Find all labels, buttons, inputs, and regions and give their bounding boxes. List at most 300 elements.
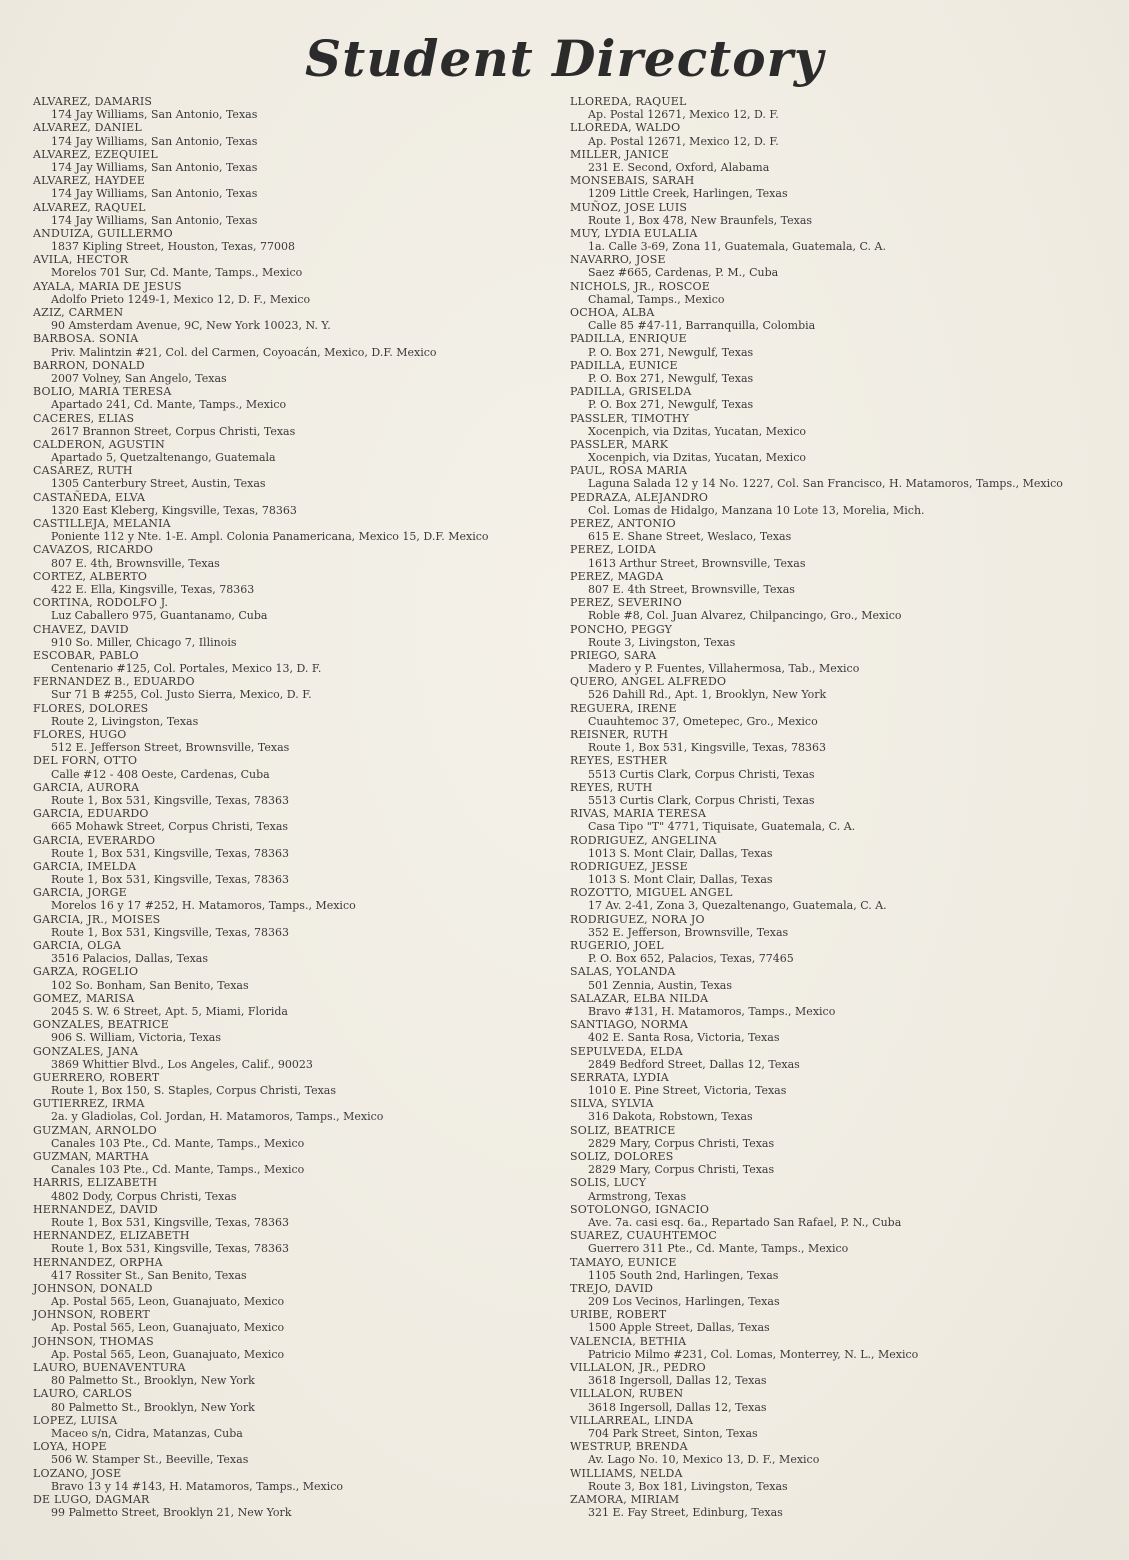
directory-entry	[33, 385, 553, 411]
student-name: JOHNSON, ROBERT	[33, 1308, 150, 1322]
student-address: Ap. Postal 565, Leon, Guanajuato, Mexico	[51, 1347, 285, 1361]
student-address: Route 1, Box 478, New Braunfels, Texas	[588, 213, 813, 227]
student-address: Adolfo Prieto 1249-1, Mexico 12, D. F., Mexico	[51, 292, 311, 306]
student-name: REYES, RUTH	[570, 780, 653, 794]
student-name: REYES, ESTHER	[570, 754, 668, 768]
directory-entry	[570, 939, 1110, 965]
directory-entry	[33, 1414, 553, 1440]
student-address: Ap. Postal 12671, Mexico 12, D. F.	[588, 134, 779, 148]
student-address: P. O. Box 652, Palacios, Texas, 77465	[588, 952, 794, 966]
student-name: AYALA, MARIA DE JESUS	[33, 279, 182, 293]
directory-entry	[33, 1071, 553, 1097]
student-name: SALAS, YOLANDA	[570, 965, 676, 979]
directory-entry	[570, 174, 1110, 200]
directory-entry	[33, 1124, 553, 1150]
directory-entry	[570, 359, 1110, 385]
directory-entry	[570, 1018, 1110, 1044]
directory-entry	[33, 306, 553, 332]
student-address: 2a. y Gladiolas, Col. Jordan, H. Matamoros, Tamps., Mexico	[51, 1110, 384, 1124]
student-name: VILLALON, JR., PEDRO	[570, 1361, 706, 1374]
student-address: 1010 E. Pine Street, Victoria, Texas	[588, 1084, 787, 1098]
student-name: GONZALES, BEATRICE	[33, 1018, 169, 1032]
directory-entry	[570, 1282, 1110, 1308]
student-address: Laguna Salada 12 y 14 No. 1227, Col. San Francisco, H. Matamoros, Tamps., Mexico	[588, 477, 1063, 491]
directory-entry	[33, 965, 553, 991]
student-name: RODRIGUEZ, NORA JO	[570, 912, 705, 926]
student-address: 704 Park Street, Sinton, Texas	[588, 1426, 758, 1440]
student-name: PEREZ, ANTONIO	[570, 517, 676, 530]
student-name: ALVAREZ, EZEQUIEL	[33, 147, 158, 161]
directory-entry	[33, 332, 553, 358]
student-name: GARCIA, IMELDA	[33, 859, 137, 873]
student-name: LOYA, HOPE	[33, 1440, 107, 1454]
student-name: ANDUIZA, GUILLERMO	[33, 226, 173, 240]
student-name: WESTRUP, BRENDA	[570, 1440, 688, 1454]
directory-entry	[33, 1150, 553, 1176]
student-name: NAVARRO, JOSE	[570, 253, 666, 267]
directory-entry	[33, 807, 553, 833]
student-name: GARCIA, EDUARDO	[33, 807, 149, 821]
student-address: Ave. 7a. casi esq. 6a., Repartado San Rafael, P. N., Cuba	[588, 1215, 902, 1229]
student-name: SALAZAR, ELBA NILDA	[570, 991, 709, 1005]
directory-entry	[33, 570, 553, 596]
student-name: LAURO, BUENAVENTURA	[33, 1361, 186, 1374]
student-name: BOLIO, MARIA TERESA	[33, 385, 172, 399]
student-address: 80 Palmetto St., Brooklyn, New York	[51, 1400, 255, 1414]
directory-entry	[570, 201, 1110, 227]
directory-entry	[570, 596, 1110, 622]
student-name: QUERO, ANGEL ALFREDO	[570, 675, 727, 689]
student-address: 1305 Canterbury Street, Austin, Texas	[51, 477, 266, 491]
student-name: PONCHO, PEGGY	[570, 622, 673, 636]
directory-entry	[33, 253, 553, 279]
student-name: JOHNSON, DONALD	[33, 1281, 153, 1295]
student-address: 231 E. Second, Oxford, Alabama	[588, 160, 770, 174]
directory-entry	[570, 834, 1110, 860]
student-address: Calle 85 #47-11, Barranquilla, Colombia	[588, 319, 816, 333]
student-address: Canales 103 Pte., Cd. Mante, Tamps., Mexico	[51, 1163, 305, 1177]
student-name: GARCIA, OLGA	[33, 939, 122, 952]
directory-entry	[33, 121, 553, 147]
directory-entry	[33, 702, 553, 728]
student-name: WILLIAMS, NELDA	[570, 1466, 683, 1480]
student-address: 5513 Curtis Clark, Corpus Christi, Texas	[588, 793, 815, 807]
student-address: 615 E. Shane Street, Weslaco, Texas	[588, 530, 792, 544]
student-name: MONSEBAIS, SARAH	[570, 174, 695, 188]
student-name: CACERES, ELIAS	[33, 411, 135, 425]
student-address: 5513 Curtis Clark, Corpus Christi, Texas	[588, 767, 815, 781]
student-address: 1a. Calle 3-69, Zona 11, Guatemala, Guatemala, C. A.	[588, 240, 886, 254]
student-address: Col. Lomas de Hidalgo, Manzana 10 Lote 13, Morelia, Mich.	[588, 503, 925, 517]
student-address: 910 So. Miller, Chicago 7, Illinois	[51, 635, 237, 649]
student-address: 17 Av. 2-41, Zona 3, Quezaltenango, Guatemala, C. A.	[588, 899, 887, 913]
directory-entry	[33, 280, 553, 306]
student-address: 352 E. Jefferson, Brownsville, Texas	[588, 925, 789, 939]
student-name: HARRIS, ELIZABETH	[33, 1176, 158, 1190]
student-name: CAVAZOS, RICARDO	[33, 543, 154, 557]
directory-entry	[570, 1256, 1110, 1282]
directory-entry	[33, 728, 553, 754]
student-name: JOHNSON, THOMAS	[33, 1334, 154, 1348]
directory-entry	[570, 543, 1110, 569]
directory-entry	[570, 1467, 1110, 1493]
student-name: RODRIGUEZ, ANGELINA	[570, 833, 717, 847]
student-name: TREJO, DAVID	[570, 1281, 654, 1295]
student-name: PEREZ, MAGDA	[570, 569, 664, 583]
student-address: Ap. Postal 12671, Mexico 12, D. F.	[588, 108, 779, 122]
directory-entry	[33, 491, 553, 517]
student-name: CHAVEZ, DAVID	[33, 622, 129, 636]
directory-entry	[33, 412, 553, 438]
student-address: 209 Los Vecinos, Harlingen, Texas	[588, 1295, 780, 1309]
student-address: 316 Dakota, Robstown, Texas	[588, 1110, 753, 1124]
student-address: Cuauhtemoc 37, Ometepec, Gro., Mexico	[588, 714, 818, 728]
student-name: VILLARREAL, LINDA	[570, 1413, 694, 1427]
student-name: GARCIA, JR., MOISES	[33, 912, 161, 926]
student-name: PASSLER, MARK	[570, 437, 669, 451]
student-address: Saez #665, Cardenas, P. M., Cuba	[588, 266, 779, 280]
student-name: ESCOBAR, PABLO	[33, 648, 139, 662]
student-name: FERNANDEZ B., EDUARDO	[33, 675, 195, 689]
student-name: GARCIA, AURORA	[33, 780, 140, 794]
student-name: TAMAYO, EUNICE	[570, 1255, 677, 1269]
student-address: Chamal, Tamps., Mexico	[588, 292, 725, 306]
directory-entry	[570, 886, 1110, 912]
directory-entry	[33, 438, 553, 464]
student-name: DEL FORN, OTTO	[33, 754, 138, 768]
directory-entry	[33, 1440, 553, 1466]
directory-entry	[33, 1467, 553, 1493]
directory-entry	[33, 754, 553, 780]
student-name: FLORES, DOLORES	[33, 701, 149, 715]
student-name: HERNANDEZ, ELIZABETH	[33, 1229, 190, 1243]
student-address: 417 Rossiter St., San Benito, Texas	[51, 1268, 247, 1282]
directory-entry	[33, 95, 553, 121]
student-name: SANTIAGO, NORMA	[570, 1018, 689, 1032]
student-address: Route 1, Box 531, Kingsville, Texas, 78363	[51, 873, 289, 887]
student-address: 3869 Whittier Blvd., Los Angeles, Calif., 90023	[51, 1057, 313, 1071]
directory-entry	[570, 1071, 1110, 1097]
student-name: CASTILLEJA, MELANIA	[33, 517, 171, 530]
directory-entry	[570, 95, 1110, 121]
directory-entry	[570, 438, 1110, 464]
student-name: VILLALON, RUBEN	[570, 1387, 684, 1401]
student-address: Luz Caballero 975, Guantanamo, Cuba	[51, 609, 268, 623]
student-address: Route 1, Box 531, Kingsville, Texas, 78363	[588, 741, 826, 755]
directory-entry	[33, 596, 553, 622]
directory-entry	[570, 992, 1110, 1018]
student-name: ROZOTTO, MIGUEL ANGEL	[570, 886, 733, 900]
student-address: 807 E. 4th Street, Brownsville, Texas	[588, 582, 795, 596]
student-name: URIBE, ROBERT	[570, 1308, 667, 1322]
student-name: ALVAREZ, DAMARIS	[33, 95, 153, 108]
directory-entry	[33, 939, 553, 965]
directory-entry	[33, 1493, 553, 1519]
page-title: Student Directory	[305, 29, 824, 88]
directory-entry	[33, 1018, 553, 1044]
student-address: Xocenpich, via Dzitas, Yucatan, Mexico	[588, 424, 806, 438]
directory-entry	[570, 491, 1110, 517]
student-address: 174 Jay Williams, San Antonio, Texas	[51, 108, 258, 122]
student-address: 174 Jay Williams, San Antonio, Texas	[51, 213, 258, 227]
student-address: Route 1, Box 150, S. Staples, Corpus Christi, Texas	[51, 1084, 336, 1098]
student-address: P. O. Box 271, Newgulf, Texas	[588, 345, 754, 359]
student-name: REGUERA, IRENE	[570, 701, 677, 715]
student-name: ALVAREZ, DANIEL	[33, 121, 142, 135]
student-address: 3618 Ingersoll, Dallas 12, Texas	[588, 1374, 767, 1388]
student-name: GUZMAN, MARTHA	[33, 1150, 149, 1163]
student-address: P. O. Box 271, Newgulf, Texas	[588, 398, 754, 412]
student-name: HERNANDEZ, ORPHA	[33, 1255, 163, 1269]
student-name: CORTINA, RODOLFO J.	[33, 596, 169, 610]
directory-entry	[33, 781, 553, 807]
student-address: Apartado 241, Cd. Mante, Tamps., Mexico	[51, 398, 287, 412]
directory-entry	[570, 464, 1110, 490]
student-name: LOZANO, JOSE	[33, 1466, 122, 1480]
student-name: CALDERON, AGUSTIN	[33, 437, 165, 451]
student-name: PAUL, ROSA MARIA	[570, 464, 688, 478]
student-name: SUAREZ, CUAUHTEMOC	[570, 1229, 717, 1243]
student-address: 506 W. Stamper St., Beeville, Texas	[51, 1453, 249, 1467]
directory-entry	[33, 1387, 553, 1413]
student-name: AZIZ, CARMEN	[33, 306, 124, 319]
student-address: Av. Lago No. 10, Mexico 13, D. F., Mexico	[588, 1453, 820, 1467]
directory-entry	[570, 1045, 1110, 1071]
directory-entry	[33, 1256, 553, 1282]
student-name: FLORES, HUGO	[33, 728, 127, 741]
student-address: 1013 S. Mont Clair, Dallas, Texas	[588, 873, 773, 887]
directory-entry	[33, 913, 553, 939]
student-name: GARCIA, JORGE	[33, 886, 127, 900]
student-name: GARZA, ROGELIO	[33, 965, 139, 979]
student-address: Maceo s/n, Cidra, Matanzas, Cuba	[51, 1426, 243, 1440]
student-address: Morelos 16 y 17 #252, H. Matamoros, Tamps., Mexico	[51, 899, 356, 913]
student-address: Roble #8, Col. Juan Alvarez, Chilpancingo, Gro., Mexico	[588, 609, 902, 623]
student-address: 2829 Mary, Corpus Christi, Texas	[588, 1163, 775, 1177]
student-address: Route 1, Box 531, Kingsville, Texas, 78363	[51, 1242, 289, 1256]
student-name: LLOREDA, WALDO	[570, 121, 681, 135]
student-address: 4802 Dody, Corpus Christi, Texas	[51, 1189, 237, 1203]
student-address: 2849 Bedford Street, Dallas 12, Texas	[588, 1057, 800, 1071]
student-address: Route 1, Box 531, Kingsville, Texas, 78363	[51, 1215, 289, 1229]
directory-entry	[33, 148, 553, 174]
directory-entry	[33, 359, 553, 385]
directory-entry	[570, 1440, 1110, 1466]
student-name: PEREZ, LOIDA	[570, 543, 657, 557]
student-address: 2045 S. W. 6 Street, Apt. 5, Miami, Florida	[51, 1004, 288, 1018]
directory-entry	[570, 623, 1110, 649]
directory-entry	[570, 1150, 1110, 1176]
student-address: Ap. Postal 565, Leon, Guanajuato, Mexico	[51, 1321, 285, 1335]
student-address: 174 Jay Williams, San Antonio, Texas	[51, 187, 258, 201]
student-name: LLOREDA, RAQUEL	[570, 95, 687, 108]
student-name: GOMEZ, MARISA	[33, 991, 135, 1005]
directory-entry	[570, 121, 1110, 147]
directory-entry	[570, 1335, 1110, 1361]
student-name: RIVAS, MARIA TERESA	[570, 807, 707, 821]
student-address: Route 2, Livingston, Texas	[51, 714, 199, 728]
directory-entry	[570, 1361, 1110, 1387]
student-name: PADILLA, ENRIQUE	[570, 332, 687, 346]
student-name: HERNANDEZ, DAVID	[33, 1202, 158, 1216]
student-name: VALENCIA, BETHIA	[570, 1334, 687, 1348]
student-address: P. O. Box 271, Newgulf, Texas	[588, 371, 754, 385]
student-address: 807 E. 4th, Brownsville, Texas	[51, 556, 220, 570]
directory-entry	[570, 913, 1110, 939]
student-name: PEDRAZA, ALEJANDRO	[570, 490, 709, 504]
student-address: 402 E. Santa Rosa, Victoria, Texas	[588, 1031, 780, 1045]
directory-entry	[570, 807, 1110, 833]
directory-entry	[33, 543, 553, 569]
student-address: 3618 Ingersoll, Dallas 12, Texas	[588, 1400, 767, 1414]
student-address: 90 Amsterdam Avenue, 9C, New York 10023, N. Y.	[51, 319, 331, 333]
directory-entry	[33, 174, 553, 200]
student-name: GONZALES, JANA	[33, 1044, 139, 1058]
student-name: RODRIGUEZ, JESSE	[570, 859, 688, 873]
student-name: SOTOLONGO, IGNACIO	[570, 1202, 710, 1216]
student-address: Apartado 5, Quetzaltenango, Guatemala	[51, 451, 276, 465]
student-name: CORTEZ, ALBERTO	[33, 569, 148, 583]
student-address: 2617 Brannon Street, Corpus Christi, Texas	[51, 424, 296, 438]
directory-entry	[33, 1308, 553, 1334]
directory-entry	[570, 965, 1110, 991]
student-name: GUERRERO, ROBERT	[33, 1070, 160, 1084]
student-address: 99 Palmetto Street, Brooklyn 21, New York	[51, 1506, 292, 1520]
student-address: Casa Tipo "T" 4771, Tiquisate, Guatemala, C. A.	[588, 820, 856, 834]
student-name: LOPEZ, LUISA	[33, 1413, 118, 1427]
student-name: LAURO, CARLOS	[33, 1387, 133, 1401]
student-name: OCHOA, ALBA	[570, 306, 655, 319]
directory-entry	[570, 702, 1110, 728]
student-name: GUTIERREZ, IRMA	[33, 1097, 145, 1111]
student-address: 174 Jay Williams, San Antonio, Texas	[51, 160, 258, 174]
student-name: SOLIZ, DOLORES	[570, 1150, 674, 1163]
directory-entry	[33, 227, 553, 253]
directory-entry	[33, 1335, 553, 1361]
student-name: BARRON, DONALD	[33, 358, 145, 372]
student-address: 1613 Arthur Street, Brownsville, Texas	[588, 556, 806, 570]
directory-entry	[570, 1097, 1110, 1123]
directory-entry	[570, 1387, 1110, 1413]
directory-entry	[570, 728, 1110, 754]
student-name: SOLIS, LUCY	[570, 1176, 647, 1190]
student-name: ALVAREZ, HAYDEE	[33, 174, 146, 188]
student-name: PRIEGO, SARA	[570, 648, 657, 662]
student-name: SILVA, SYLVIA	[570, 1097, 654, 1111]
directory-entry	[570, 781, 1110, 807]
directory-entry	[570, 517, 1110, 543]
student-address: 2007 Volney, San Angelo, Texas	[51, 371, 227, 385]
directory-entry	[33, 1045, 553, 1071]
student-address: 526 Dahill Rd., Apt. 1, Brooklyn, New York	[588, 688, 827, 702]
directory-entry	[33, 992, 553, 1018]
student-address: 501 Zennia, Austin, Texas	[588, 978, 732, 992]
directory-entry	[570, 1124, 1110, 1150]
directory-entry	[570, 1203, 1110, 1229]
student-name: AVILA, HECTOR	[33, 253, 129, 267]
directory-entry	[33, 649, 553, 675]
student-address: Canales 103 Pte., Cd. Mante, Tamps., Mexico	[51, 1136, 305, 1150]
student-address: Centenario #125, Col. Portales, Mexico 13, D. F.	[51, 662, 322, 676]
right-column	[570, 95, 1110, 1519]
student-name: RUGERIO, JOEL	[570, 939, 664, 952]
student-address: Route 1, Box 531, Kingsville, Texas, 78363	[51, 925, 289, 939]
directory-entry	[570, 1414, 1110, 1440]
student-address: Patricio Milmo #231, Col. Lomas, Monterrey, N. L., Mexico	[588, 1347, 919, 1361]
directory-entry	[570, 860, 1110, 886]
student-address: Bravo #131, H. Matamoros, Tamps., Mexico	[588, 1004, 836, 1018]
directory-entry	[33, 1097, 553, 1123]
student-address: Poniente 112 y Nte. 1-E. Ampl. Colonia Panamericana, Mexico 15, D.F. Mexico	[51, 530, 489, 544]
student-address: Sur 71 B #255, Col. Justo Sierra, Mexico, D. F.	[51, 688, 312, 702]
student-address: 102 So. Bonham, San Benito, Texas	[51, 978, 249, 992]
student-address: 321 E. Fay Street, Edinburg, Texas	[588, 1506, 783, 1520]
student-address: Xocenpich, via Dzitas, Yucatan, Mexico	[588, 451, 806, 465]
student-address: Armstrong, Texas	[588, 1189, 687, 1203]
directory-entry	[570, 227, 1110, 253]
directory-entry	[570, 332, 1110, 358]
directory-entry	[570, 280, 1110, 306]
student-address: 174 Jay Williams, San Antonio, Texas	[51, 134, 258, 148]
directory-entry	[33, 834, 553, 860]
directory-entry	[570, 306, 1110, 332]
student-address: 1105 South 2nd, Harlingen, Texas	[588, 1268, 779, 1282]
directory-entry	[33, 1203, 553, 1229]
directory-entry	[33, 1361, 553, 1387]
student-address: 512 E. Jefferson Street, Brownsville, Texas	[51, 741, 290, 755]
student-address: 422 E. Ella, Kingsville, Texas, 78363	[51, 582, 255, 596]
directory-entry	[570, 253, 1110, 279]
student-address: 1013 S. Mont Clair, Dallas, Texas	[588, 846, 773, 860]
directory-entry	[570, 649, 1110, 675]
directory-entry	[570, 754, 1110, 780]
directory-entry	[570, 1229, 1110, 1255]
student-address: Madero y P. Fuentes, Villahermosa, Tab., Mexico	[588, 662, 860, 676]
student-name: DE LUGO, DAGMAR	[33, 1492, 150, 1506]
student-name: PADILLA, EUNICE	[570, 358, 678, 372]
student-name: PASSLER, TIMOTHY	[570, 411, 690, 425]
directory-entry	[33, 1229, 553, 1255]
student-name: CASAREZ, RUTH	[33, 464, 133, 478]
student-name: GARCIA, EVERARDO	[33, 833, 156, 847]
student-name: SOLIZ, BEATRICE	[570, 1123, 676, 1137]
student-address: 1500 Apple Street, Dallas, Texas	[588, 1321, 770, 1335]
directory-entry	[570, 1308, 1110, 1334]
student-name: SERRATA, LYDIA	[570, 1070, 669, 1084]
student-address: Route 3, Livingston, Texas	[588, 635, 736, 649]
directory-entry	[570, 148, 1110, 174]
student-address: 906 S. William, Victoria, Texas	[51, 1031, 221, 1045]
directory-entry	[33, 886, 553, 912]
directory-entry	[570, 570, 1110, 596]
student-name: MILLER, JANICE	[570, 147, 670, 161]
directory-entry	[570, 1493, 1110, 1519]
student-name: GUZMAN, ARNOLDO	[33, 1123, 157, 1137]
directory-entry	[570, 412, 1110, 438]
directory-entry	[33, 675, 553, 701]
directory-entry	[33, 1282, 553, 1308]
directory-entry	[33, 201, 553, 227]
student-name: REISNER, RUTH	[570, 728, 669, 741]
student-name: NICHOLS, JR., ROSCOE	[570, 279, 710, 293]
student-address: 80 Palmetto St., Brooklyn, New York	[51, 1374, 255, 1388]
directory-entry	[33, 1176, 553, 1202]
student-name: BARBOSA. SONIA	[33, 332, 139, 346]
student-name: MUÑOZ, JOSE LUIS	[570, 200, 688, 214]
directory-entry	[570, 1176, 1110, 1202]
student-name: ALVAREZ, RAQUEL	[33, 200, 146, 214]
student-address: 2829 Mary, Corpus Christi, Texas	[588, 1136, 775, 1150]
